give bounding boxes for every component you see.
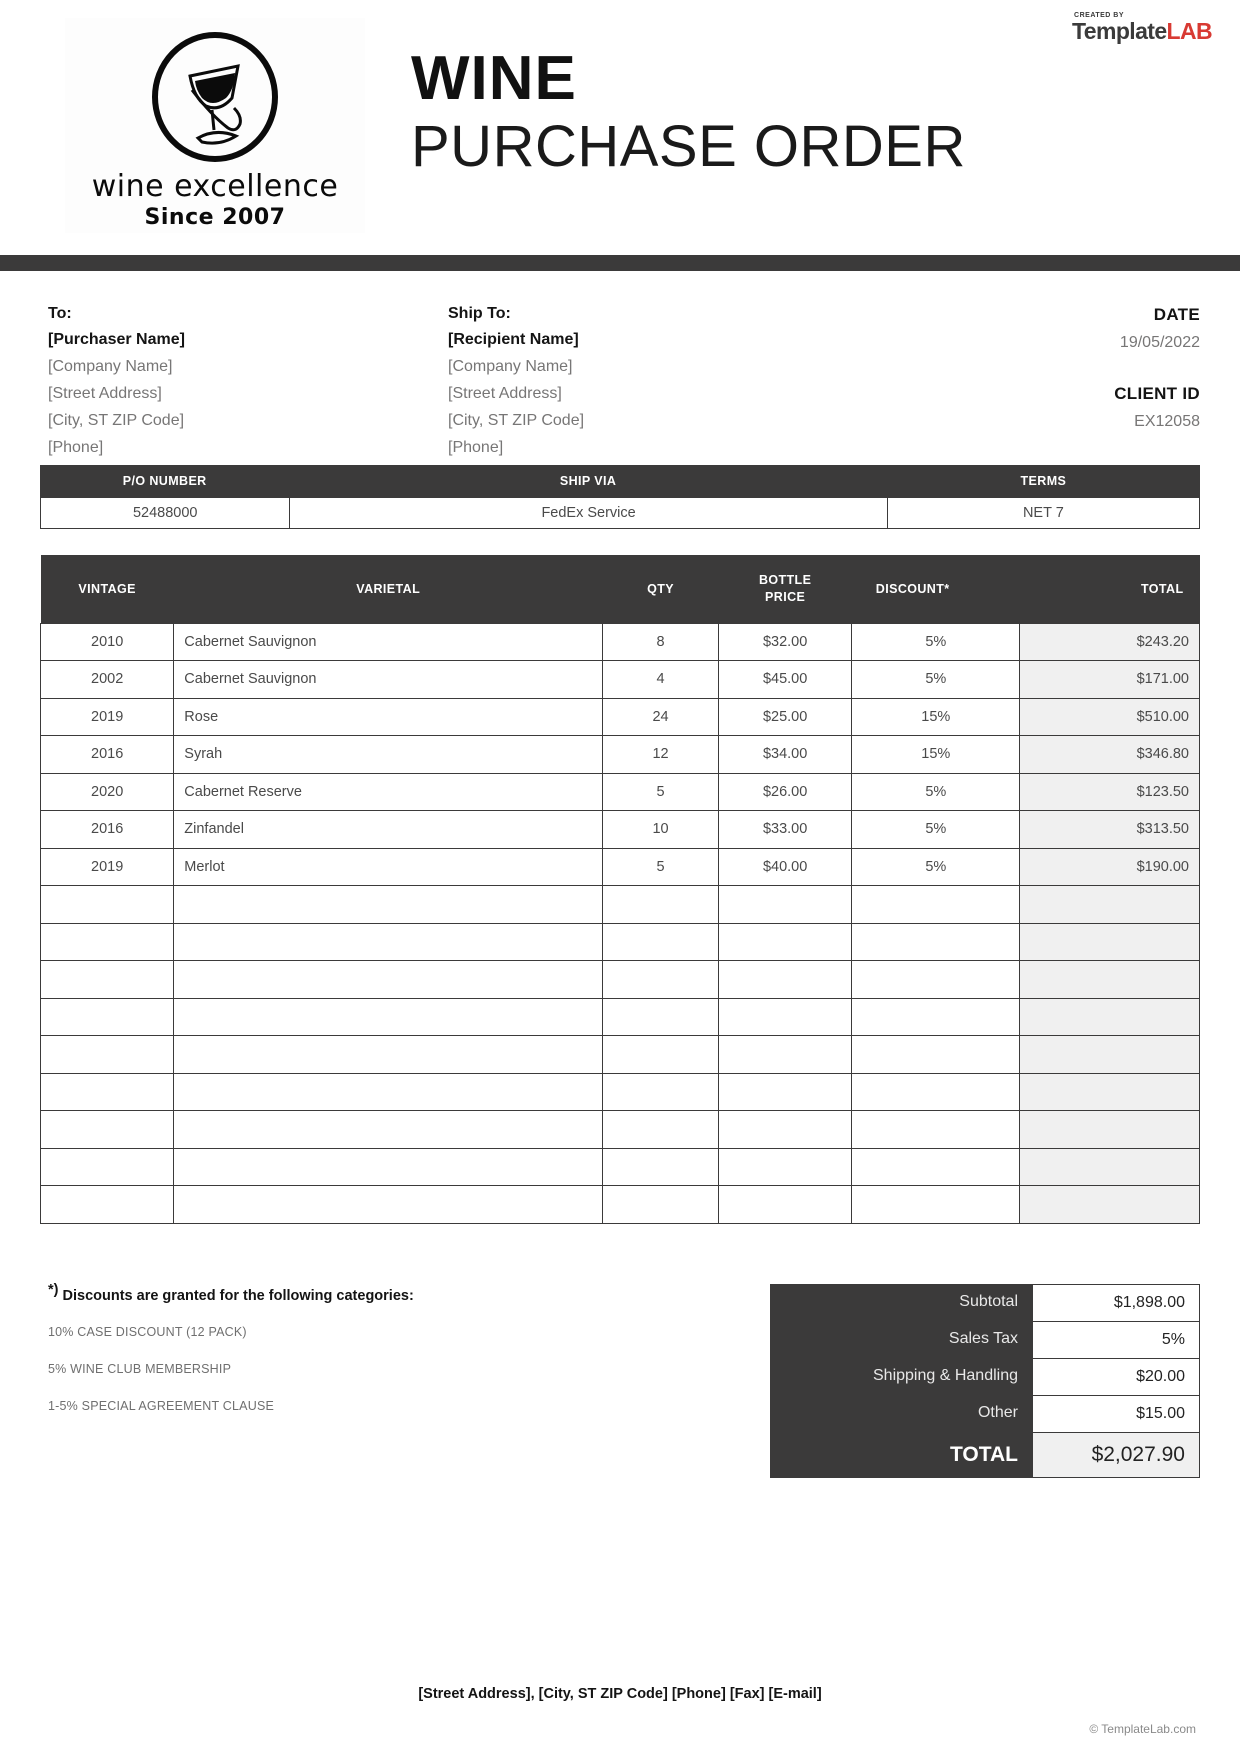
col-header-qty: QTY — [603, 555, 719, 623]
bill-to-street[interactable]: [Street Address] — [48, 385, 162, 402]
item-total[interactable] — [1020, 1148, 1200, 1186]
item-varietal[interactable]: Cabernet Sauvignon — [174, 661, 603, 699]
totals-label: Other — [770, 1395, 1032, 1432]
po-number-value[interactable]: 52488000 — [40, 497, 289, 529]
item-bottle-price[interactable]: $25.00 — [719, 698, 852, 736]
ship-to-block — [448, 305, 788, 466]
item-varietal[interactable] — [174, 923, 603, 961]
item-bottle-price[interactable] — [719, 886, 852, 924]
item-bottle-price[interactable] — [719, 923, 852, 961]
table-row — [41, 1111, 1200, 1149]
discount-note-item: 10% CASE DISCOUNT (12 PACK) — [48, 1325, 247, 1340]
table-row — [41, 661, 1200, 699]
item-varietal[interactable] — [174, 961, 603, 999]
item-qty[interactable] — [603, 886, 719, 924]
table-row — [41, 623, 1200, 661]
totals-box — [770, 1284, 1200, 1478]
ship-to-company[interactable]: [Company Name] — [448, 358, 573, 375]
item-discount[interactable]: 15% — [852, 698, 1020, 736]
totals-label: Shipping & Handling — [770, 1358, 1032, 1395]
item-varietal[interactable] — [174, 1036, 603, 1074]
table-row — [41, 1073, 1200, 1111]
discount-notes-heading: Discounts are granted for the following categories: — [62, 1287, 414, 1304]
items-table-head — [41, 555, 1200, 623]
item-total[interactable]: $346.80 — [1020, 736, 1200, 774]
bottle-price-line1: BOTTLE — [758, 572, 812, 587]
title-line-wine: WINE — [411, 44, 577, 113]
terms-header: TERMS — [1020, 474, 1067, 488]
item-discount[interactable]: 5% — [852, 661, 1020, 699]
item-vintage[interactable] — [41, 1186, 174, 1224]
item-varietal[interactable]: Rose — [174, 698, 603, 736]
table-row — [41, 1186, 1200, 1224]
table-row — [41, 698, 1200, 736]
item-vintage[interactable] — [41, 886, 174, 924]
item-qty[interactable] — [603, 961, 719, 999]
po-strip-value-row — [40, 497, 1200, 529]
col-header-total: TOTAL — [1020, 555, 1200, 623]
grand-total-row — [770, 1432, 1200, 1478]
item-qty[interactable]: 4 — [603, 661, 719, 699]
item-total[interactable] — [1020, 998, 1200, 1036]
item-bottle-price[interactable] — [719, 1111, 852, 1149]
item-vintage[interactable]: 2019 — [41, 848, 174, 886]
item-total[interactable] — [1020, 1186, 1200, 1224]
item-total[interactable]: $510.00 — [1020, 698, 1200, 736]
item-discount[interactable] — [852, 1036, 1020, 1074]
bill-to-city[interactable]: [City, ST ZIP Code] — [48, 412, 185, 429]
item-total[interactable] — [1020, 1036, 1200, 1074]
item-qty[interactable] — [603, 1036, 719, 1074]
item-bottle-price[interactable] — [719, 1186, 852, 1224]
item-bottle-price[interactable] — [719, 998, 852, 1036]
item-qty[interactable]: 5 — [603, 773, 719, 811]
item-qty[interactable]: 10 — [603, 811, 719, 849]
ship-to-heading: Ship To: — [448, 305, 511, 322]
logo-company-name: wine excellence — [91, 169, 339, 204]
ship-via-value[interactable]: FedEx Service — [289, 497, 886, 529]
item-vintage[interactable] — [41, 1036, 174, 1074]
company-logo — [65, 18, 365, 233]
item-total[interactable] — [1020, 1111, 1200, 1149]
item-discount[interactable] — [852, 1111, 1020, 1149]
item-varietal[interactable] — [174, 1148, 603, 1186]
item-qty[interactable] — [603, 1111, 719, 1149]
copyright-notice[interactable]: © TemplateLab.com — [1089, 1722, 1196, 1736]
item-discount[interactable]: 5% — [852, 623, 1020, 661]
table-row — [41, 773, 1200, 811]
bill-to-name[interactable]: [Purchaser Name] — [48, 331, 185, 348]
logo-since-text: Since 2007 — [144, 205, 286, 230]
item-discount[interactable]: 15% — [852, 736, 1020, 774]
table-row — [41, 811, 1200, 849]
po-strip-header-row — [40, 465, 1200, 497]
item-qty[interactable]: 5 — [603, 848, 719, 886]
item-bottle-price[interactable] — [719, 1148, 852, 1186]
item-qty[interactable] — [603, 923, 719, 961]
ship-to-street[interactable]: [Street Address] — [448, 385, 562, 402]
item-bottle-price[interactable] — [719, 1036, 852, 1074]
grand-total-value[interactable]: $2,027.90 — [1032, 1432, 1200, 1478]
totals-label: Subtotal — [770, 1284, 1032, 1321]
col-header-discount: DISCOUNT* — [852, 555, 1020, 623]
items-table — [40, 555, 1200, 1224]
bill-to-phone[interactable]: [Phone] — [48, 439, 104, 456]
ship-via-header: SHIP VIA — [559, 474, 617, 488]
item-discount[interactable] — [852, 998, 1020, 1036]
item-total[interactable] — [1020, 886, 1200, 924]
item-total[interactable]: $171.00 — [1020, 661, 1200, 699]
bill-to-heading: To: — [48, 305, 72, 322]
item-vintage[interactable] — [41, 1148, 174, 1186]
totals-row — [770, 1321, 1200, 1358]
item-discount[interactable] — [852, 1186, 1020, 1224]
col-header-varietal: VARIETAL — [174, 555, 603, 623]
col-header-bottle-price — [719, 555, 852, 623]
totals-label: Sales Tax — [770, 1321, 1032, 1358]
item-varietal[interactable] — [174, 886, 603, 924]
item-total[interactable]: $313.50 — [1020, 811, 1200, 849]
ship-to-phone[interactable]: [Phone] — [448, 439, 504, 456]
col-header-vintage: VINTAGE — [41, 555, 174, 623]
header-divider — [0, 255, 1240, 271]
item-qty[interactable] — [603, 1148, 719, 1186]
item-vintage[interactable]: 2016 — [41, 736, 174, 774]
table-row — [41, 1148, 1200, 1186]
item-discount[interactable] — [852, 1073, 1020, 1111]
table-row — [41, 998, 1200, 1036]
item-total[interactable]: $243.20 — [1020, 623, 1200, 661]
table-row — [41, 736, 1200, 774]
table-row — [41, 961, 1200, 999]
discount-notes-title — [48, 1282, 608, 1304]
discount-notes — [48, 1282, 608, 1437]
item-total[interactable]: $190.00 — [1020, 848, 1200, 886]
document-meta-block — [880, 305, 1200, 431]
totals-row — [770, 1358, 1200, 1395]
item-vintage[interactable]: 2019 — [41, 698, 174, 736]
item-vintage[interactable] — [41, 923, 174, 961]
created-by-label: CREATED BY — [1074, 12, 1125, 19]
item-qty[interactable]: 12 — [603, 736, 719, 774]
item-total[interactable] — [1020, 923, 1200, 961]
item-bottle-price[interactable]: $34.00 — [719, 736, 852, 774]
page-title — [411, 46, 966, 180]
totals-row — [770, 1395, 1200, 1432]
item-varietal[interactable] — [174, 1186, 603, 1224]
wine-glass-circle-icon — [150, 32, 280, 167]
date-label: DATE — [1153, 305, 1200, 324]
item-qty[interactable] — [603, 1186, 719, 1224]
totals-value[interactable]: $1,898.00 — [1032, 1284, 1200, 1321]
table-row — [41, 923, 1200, 961]
item-varietal[interactable]: Cabernet Reserve — [174, 773, 603, 811]
terms-value[interactable]: NET 7 — [887, 497, 1200, 529]
templatelab-template-word: Template — [1072, 18, 1167, 44]
totals-value[interactable]: $15.00 — [1032, 1395, 1200, 1432]
item-total[interactable] — [1020, 961, 1200, 999]
item-varietal[interactable]: Cabernet Sauvignon — [174, 623, 603, 661]
items-table-wrapper — [0, 555, 1240, 1224]
item-discount[interactable]: 5% — [852, 773, 1020, 811]
item-discount[interactable]: 5% — [852, 811, 1020, 849]
item-bottle-price[interactable]: $26.00 — [719, 773, 852, 811]
item-varietal[interactable]: Merlot — [174, 848, 603, 886]
ship-to-name[interactable]: [Recipient Name] — [448, 331, 579, 348]
table-row — [41, 1036, 1200, 1074]
item-varietal[interactable] — [174, 1073, 603, 1111]
summary-section — [0, 1282, 1240, 1512]
ship-to-city[interactable]: [City, ST ZIP Code] — [448, 412, 585, 429]
item-bottle-price[interactable]: $40.00 — [719, 848, 852, 886]
item-bottle-price[interactable]: $45.00 — [719, 661, 852, 699]
item-vintage[interactable] — [41, 961, 174, 999]
bottle-price-line2: PRICE — [765, 589, 806, 604]
totals-row — [770, 1284, 1200, 1321]
table-row — [41, 848, 1200, 886]
client-id-value[interactable]: EX12058 — [1134, 413, 1200, 430]
items-table-body — [41, 623, 1200, 1223]
meta-spacer — [880, 352, 1200, 384]
item-discount[interactable] — [852, 923, 1020, 961]
item-vintage[interactable] — [41, 1073, 174, 1111]
item-vintage[interactable]: 2010 — [41, 623, 174, 661]
client-id-label: CLIENT ID — [1114, 384, 1200, 403]
item-vintage[interactable]: 2016 — [41, 811, 174, 849]
bill-to-company[interactable]: [Company Name] — [48, 358, 173, 375]
item-vintage[interactable] — [41, 998, 174, 1036]
items-header-row — [41, 555, 1200, 623]
table-row — [41, 886, 1200, 924]
item-bottle-price[interactable] — [719, 961, 852, 999]
bill-to-block — [48, 305, 388, 466]
item-discount[interactable] — [852, 1148, 1020, 1186]
totals-value[interactable]: 5% — [1032, 1321, 1200, 1358]
discount-notes-marker: *) — [48, 1281, 59, 1298]
item-bottle-price[interactable] — [719, 1073, 852, 1111]
item-bottle-price[interactable]: $33.00 — [719, 811, 852, 849]
discount-note-item: 5% WINE CLUB MEMBERSHIP — [48, 1362, 232, 1377]
item-discount[interactable]: 5% — [852, 848, 1020, 886]
item-vintage[interactable]: 2020 — [41, 773, 174, 811]
item-qty[interactable] — [603, 1073, 719, 1111]
item-total[interactable] — [1020, 1073, 1200, 1111]
item-discount[interactable] — [852, 961, 1020, 999]
document-header — [0, 0, 1240, 255]
item-varietal[interactable]: Zinfandel — [174, 811, 603, 849]
item-varietal[interactable]: Syrah — [174, 736, 603, 774]
footer-contact-line: [Street Address], [City, ST ZIP Code] [Phone] [Fax] [E-mail] — [418, 1686, 822, 1702]
item-bottle-price[interactable]: $32.00 — [719, 623, 852, 661]
item-qty[interactable]: 8 — [603, 623, 719, 661]
item-qty[interactable] — [603, 998, 719, 1036]
item-discount[interactable] — [852, 886, 1020, 924]
date-value[interactable]: 19/05/2022 — [1119, 334, 1200, 351]
grand-total-label: TOTAL — [770, 1432, 1032, 1478]
po-number-header: P/O NUMBER — [122, 474, 207, 488]
item-vintage[interactable] — [41, 1111, 174, 1149]
item-qty[interactable]: 24 — [603, 698, 719, 736]
item-varietal[interactable] — [174, 998, 603, 1036]
discount-note-item: 1-5% SPECIAL AGREEMENT CLAUSE — [48, 1399, 275, 1414]
address-section — [0, 271, 1240, 461]
templatelab-lab-word: LAB — [1166, 18, 1212, 44]
totals-value[interactable]: $20.00 — [1032, 1358, 1200, 1395]
item-total[interactable]: $123.50 — [1020, 773, 1200, 811]
item-vintage[interactable]: 2002 — [41, 661, 174, 699]
title-line-purchase-order: PURCHASE ORDER — [411, 114, 966, 180]
po-strip — [0, 465, 1240, 529]
item-varietal[interactable] — [174, 1111, 603, 1149]
